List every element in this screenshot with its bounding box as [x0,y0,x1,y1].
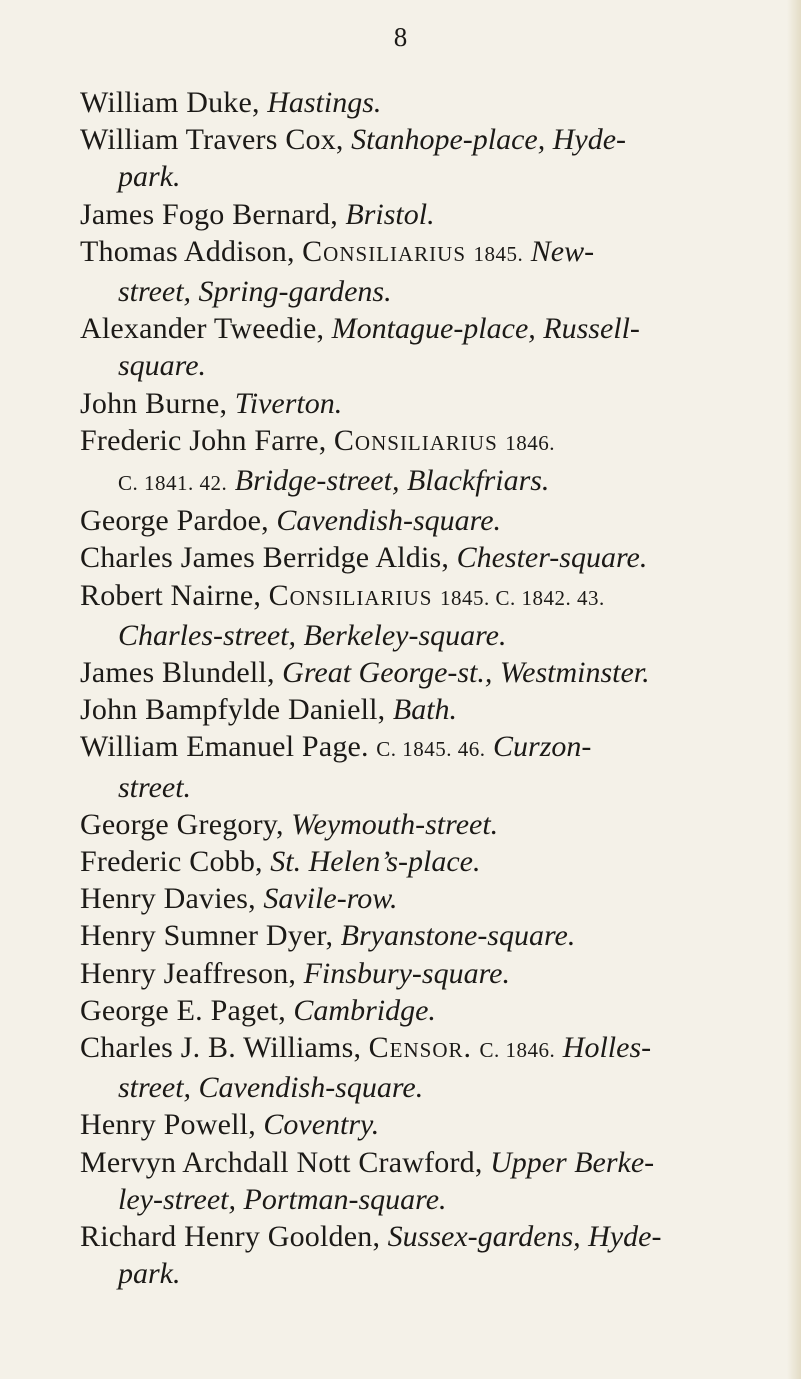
member-address: Coventry. [263,1108,380,1142]
member-address-continued: street, Cavendish-square. [118,1071,424,1105]
list-item [80,310,780,347]
list-item [80,196,780,233]
office-years: 1846. [505,430,556,455]
member-office: Consiliarius [302,234,467,268]
page-number: 8 [393,22,408,52]
member-address: Stanhope-place, Hyde- [351,123,627,157]
list-item [80,121,780,158]
member-name: Henry Davies, [80,882,256,916]
member-name: William Duke, [80,86,260,119]
list-item [80,654,780,691]
member-address: Holles- [562,1031,652,1065]
member-office: Consiliarius [268,578,433,612]
member-address: Curzon- [493,730,592,764]
member-name: Frederic Cobb, [80,845,263,879]
member-name: Robert Nairne, [80,578,262,612]
list-item [80,992,780,1029]
member-name: Charles J. B. Williams, [80,1031,362,1065]
member-address: Finsbury-square. [303,956,510,990]
member-name: William Travers Cox, [80,123,344,157]
member-address-continued: Bridge-street, Blackfriars. [234,464,550,498]
list-item-continuation [80,617,780,654]
list-item [80,502,780,539]
member-address: Sussex-gardens, Hyde- [387,1220,662,1254]
list-item [80,1029,780,1069]
member-name: Henry Powell, [80,1108,256,1142]
list-item [80,806,780,843]
list-item [80,843,780,880]
member-name: Thomas Addison, [80,234,295,268]
member-address-continued: street. [118,770,192,804]
list-item [80,955,780,992]
list-item-continuation [80,1181,780,1218]
member-name: John Burne, [80,386,228,420]
member-name: George Pardoe, [80,504,269,538]
censor-years: C. 1845. 46. [376,737,486,762]
list-item-continuation [80,769,780,806]
list-item [80,691,780,728]
list-item [80,917,780,954]
member-address: New- [530,234,595,268]
member-name: William Emanuel Page. [80,730,369,764]
member-name: Henry Sumner Dyer, [80,919,334,953]
member-name: James Blundell, [80,656,275,690]
member-address: Cavendish-square. [276,504,502,538]
censor-years: C. 1841. 42. [118,471,228,496]
member-list [80,84,780,1293]
member-name: Mervyn Archdall Nott Crawford, [80,1145,483,1179]
member-address: Chester-square. [456,541,648,575]
member-name: Frederic John Farre, [80,423,327,457]
member-name: James Fogo Bernard, [80,197,338,231]
censor-years: C. 1846. [479,1038,556,1063]
list-item [80,1144,780,1181]
member-name: George Gregory, [80,807,284,841]
list-item [80,577,780,617]
office-years: 1845. C. 1842. 43. [439,585,605,610]
member-address: Great George-st., Westminster. [282,656,650,690]
member-address: Bristol. [345,197,435,231]
office-years: 1845. [473,241,524,266]
list-item [80,422,780,462]
list-item-continuation [80,347,780,384]
page-edge-shadow [787,0,801,1379]
member-address-continued: Charles-street, Berkeley-square. [118,618,507,652]
member-address: Upper Berke- [490,1145,655,1179]
member-address: Hastings. [267,86,382,119]
member-address-continued: street, Spring-gardens. [118,275,392,309]
member-name: Richard Henry Goolden, [80,1220,381,1254]
member-name: Alexander Tweedie, [80,312,325,346]
list-item [80,385,780,422]
list-item-continuation [80,1069,780,1106]
member-office: Consiliarius [333,423,498,457]
member-name: George E. Paget, [80,993,286,1027]
member-name: Henry Jeaffreson, [80,956,297,990]
member-address-continued: park. [118,1257,181,1291]
member-address: Bryanstone-square. [340,919,576,953]
member-address-continued: park. [118,160,181,194]
list-item [80,539,780,576]
list-item-continuation [80,1255,780,1292]
list-item-continuation [80,462,780,502]
list-item [80,1106,780,1143]
member-office: Censor. [368,1031,473,1065]
member-address: Montague-place, Russell- [331,312,640,346]
member-address: Cambridge. [293,993,436,1027]
list-item [80,84,780,121]
member-address: Weymouth-street. [291,807,499,841]
list-item [80,233,780,273]
member-address: Savile-row. [263,882,398,916]
list-item [80,728,780,768]
list-item [80,1218,780,1255]
member-address-continued: ley-street, Portman-square. [118,1182,447,1216]
list-item [80,880,780,917]
member-address-continued: square. [118,349,207,383]
list-item-continuation [80,273,780,310]
list-item-continuation [80,158,780,195]
member-address: Tiverton. [234,386,343,420]
member-name: John Bampfylde Daniell, [80,693,386,727]
member-name: Charles James Berridge Aldis, [80,541,450,575]
member-address: Bath. [392,693,458,727]
member-address: St. Helen’s-place. [270,845,481,879]
